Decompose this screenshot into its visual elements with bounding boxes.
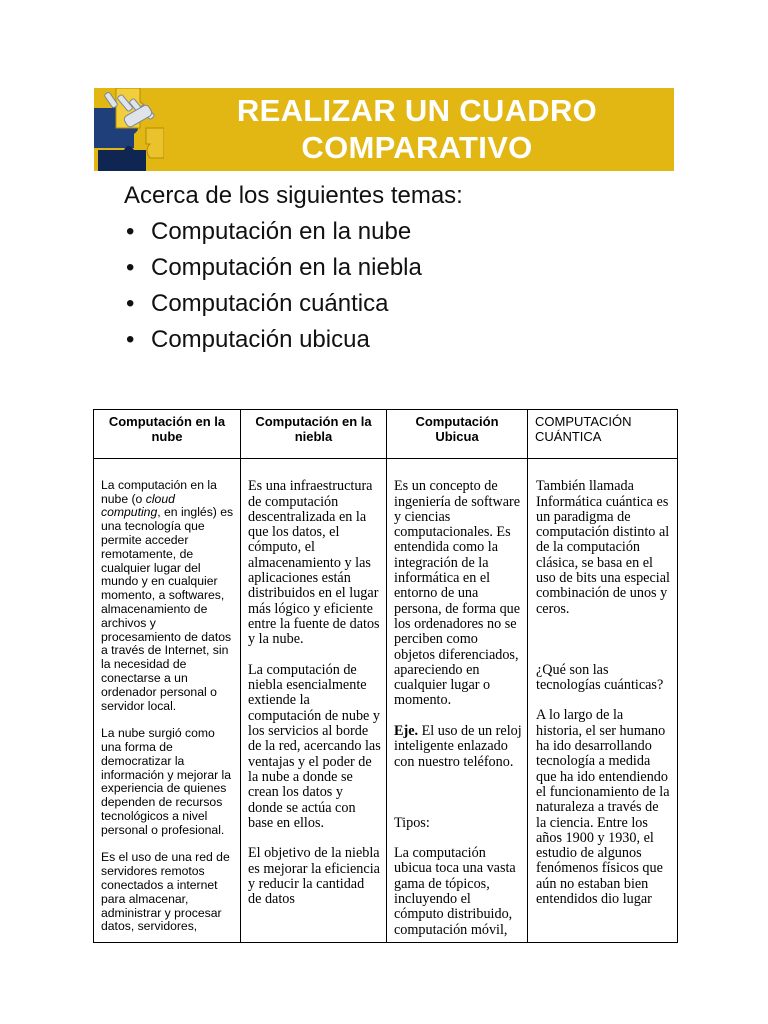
nube-paragraph-3: Es el uso de una red de servidores remotos conectados a internet para almacenar, administrar y procesar datos, servidores, <box>101 850 230 934</box>
topics-list <box>124 214 463 358</box>
cell-ubicua <box>387 459 528 943</box>
cell-niebla <box>241 459 387 943</box>
intro-heading: Acerca de los siguientes temas: <box>124 182 463 209</box>
niebla-paragraph-3: El objetivo de la niebla es mejorar la eficiencia y reducir la cantidad de datos <box>248 845 380 908</box>
list-item: • Computación en la nube <box>124 214 463 250</box>
nube-text-end: , en inglés) es una tecnología que permite acceder remotamente, de cualquier lugar del mundo y en cualquier momento, a softwares, almacenamiento de archivos y procesamiento de datos a través de Internet, sin la necesidad de conectarse a un ordenador personal o servidor local. <box>101 505 234 713</box>
banner-title: REALIZAR UN CUADRO COMPARATIVO <box>236 93 598 165</box>
niebla-paragraph-1: Es una infraestructura de computación descentralizada en la que los datos, el cómputo, el almacenamiento y las aplicaciones están distribuidos en el lugar más lógico y eficiente entre la fuente de datos y la nube. <box>248 478 380 648</box>
niebla-paragraph-2: La computación de niebla esencialmente extiende la computación de nube y los servicios al borde de la red, acercando las ventajas y el poder de la nube a donde se crean los datos y donde se actúa con base en ellos. <box>248 661 381 831</box>
intro-section <box>124 178 463 358</box>
list-item: • Computación en la niebla <box>124 250 463 286</box>
ubicua-paragraph-1: Es un concepto de ingeniería de software y ciencias computacionales. Es entendida como la integración de la informática en el entorno de una persona, de forma que los ordenadores no se perciben como objetos diferenciados, apareciendo en cualquier lugar o momento. <box>394 478 521 709</box>
list-item: • Computación ubicua <box>124 322 463 358</box>
nube-italic-term: cloud computing <box>101 491 175 520</box>
table-header-row <box>94 410 678 459</box>
cuantica-paragraph-2: A lo largo de la historia, el ser humano ha ido desarrollando tecnología a medida que ha ido entendiendo el funcionamiento de la naturaleza a través de la ciencia. Entre los años 1900 y 1930, el estudio de algunos fenómenos físicos que aún no estaban bien entendidos dio lugar <box>536 707 670 908</box>
ubicua-example-label: Eje. <box>394 723 419 740</box>
cuantica-paragraph-1: También llamada Informática cuántica es un paradigma de computación distinto al de la computación clásica, se basa en el uso de bits una especial combinación de unos y ceros. <box>536 478 670 617</box>
ubicua-example <box>394 724 522 770</box>
header-niebla: Computación en la niebla <box>241 410 387 459</box>
title-banner <box>94 88 674 171</box>
list-item: • Computación cuántica <box>124 286 463 322</box>
table-row <box>94 459 678 943</box>
cuantica-question: ¿Qué son las tecnologías cuánticas? <box>536 661 664 693</box>
header-nube: Computación en la nube <box>94 410 241 459</box>
header-cuantica: COMPUTACIÓN CUÁNTICA <box>528 410 678 459</box>
ubicua-tipos-label: Tipos: <box>394 814 430 831</box>
nube-text-start: La computación en la nube (o <box>101 477 217 506</box>
ubicua-example-text: El uso de un reloj inteligente enlazado con nuestro teléfono. <box>394 723 522 770</box>
cell-cuantica <box>528 459 678 943</box>
nube-paragraph-2: La nube surgió como una forma de democratizar la información y mejorar la experiencia de quienes dependen de recursos tecnológicos a nivel personal o profesional. <box>101 726 232 837</box>
header-ubicua: Computación Ubicua <box>387 410 528 459</box>
puzzle-pieces-icon <box>94 88 164 171</box>
comparison-table <box>93 409 678 943</box>
ubicua-paragraph-3: La computación ubicua toca una vasta gama de tópicos, incluyendo el cómputo distribuido, computación móvil, <box>394 845 516 938</box>
nube-paragraph-1 <box>101 479 235 714</box>
cell-nube <box>94 459 241 943</box>
